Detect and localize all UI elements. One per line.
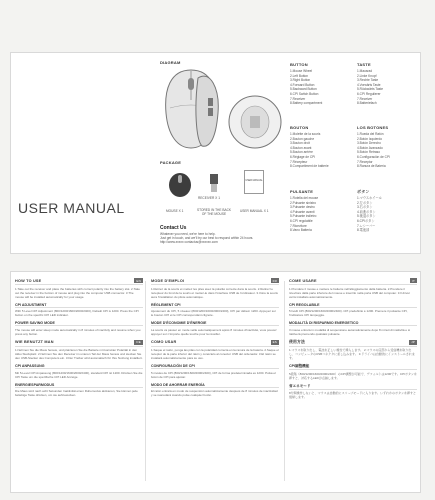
- lang-badge: ES: [272, 340, 277, 344]
- mouse-bottom-diagram: [226, 94, 284, 150]
- list-item: 8.Vano Batteria: [290, 228, 312, 233]
- mouse-package-image: [166, 170, 194, 198]
- list-item: 1.Mausrad: [357, 69, 373, 73]
- contact-line-1: Whatever you need, we're here to help.: [160, 232, 216, 236]
- section-body: 5段階（800/1200/1600/2000/2400）のCPI調整が可能で、デフォルトは1200です。CPIボタンを押すと、対応するLEDが点滅します。: [289, 371, 417, 380]
- section-title: HOW TO USE: [15, 278, 42, 283]
- section-title: COME USARE: [289, 278, 317, 283]
- list-item: 8.Batteriefach: [357, 101, 377, 106]
- list-item: 3.Right Button: [290, 78, 311, 83]
- list-item: 2.Bouton gauche: [290, 136, 315, 141]
- section-body: The mouse will enter sleep mode automatically in 8 minutes of inactivity and resume when you press any button.: [15, 327, 141, 336]
- pulsante-list: [290, 196, 318, 233]
- section-body: 1.Prendere il mouse e mettere le batterie nell'alloggiamento della batteria. 2.Prendere il ricevitore dalla parte inferiore del mouse e inserirlo nella porta USB del computer. 3.Il driver verrà installato automaticamente.: [289, 286, 411, 299]
- list-item: 1.Rueda del Ratón: [357, 132, 384, 136]
- list-item: 3.Botón Derecho: [357, 141, 381, 146]
- section-body: El ratón entrará en modo de suspensión automáticamente después de 8 minutos de inactividad y se reanudará cuando pulse cualquier botón.: [151, 389, 278, 397]
- list-item: 8.Compartiment de batterie: [290, 164, 329, 169]
- list-item: 2.Botón Izquierdo: [357, 136, 382, 141]
- section-heading: [289, 278, 417, 285]
- section-heading: [15, 340, 143, 347]
- list-item: 1.Rotella del mouse: [290, 196, 319, 200]
- list-item: 5.Bouton arrière: [290, 150, 313, 155]
- list-item: 4.Forward Button: [290, 82, 315, 87]
- section-body: Ajustement du CPI, 5 niveaux (800/1200/1600/2000/2400), CPI par défaut: 1200. Appuyez sur le bouton CPI et le CPI correspondant clignote.: [151, 309, 276, 317]
- bouton-list: [290, 132, 329, 169]
- list-item: 7.Récepteur: [290, 159, 308, 164]
- package-item-mouse: MOUSE X 1: [166, 209, 184, 213]
- list-item: 8.電池部: [357, 228, 370, 233]
- list-item: 3.Rechte Taste: [357, 78, 379, 83]
- column-divider: [145, 281, 146, 481]
- list-item: 4.前進ボタン: [357, 209, 376, 214]
- list-item: 8.Battery compartment: [290, 101, 323, 106]
- section-body: Mit 5-Level CPI Anpassung (800/1200/1600/2000/2400), standard CPI ist 1200. Drücken Sie die CPI Taste um die spezifische CPI LED Anzeige.: [15, 370, 143, 379]
- list-item: 4.Vorwärts Taste: [357, 82, 381, 87]
- pulsante-title: PULSANTE: [290, 189, 314, 194]
- column-divider: [284, 281, 285, 481]
- contact-title: Contact Us: [160, 225, 187, 231]
- lang-badge: FR: [272, 278, 277, 283]
- subsection-title: CPI REGOLABILE: [289, 303, 417, 308]
- contact-line-3: http://www.xxxxx contactus@xxxxxx.com: [160, 240, 218, 245]
- subsection-title: RÉGLEMENT CPI: [151, 303, 279, 308]
- section-body: With 5 Level CPI Adjustment (800/1200/1600/2000/2400), Default CPI is 1200. Press the CPI button on the specific CPI LED indicator.: [15, 309, 139, 317]
- bouton-title: BOUTON: [290, 125, 309, 130]
- list-item: 5.Pulsante indietro: [290, 214, 317, 219]
- section-body: 5 livelli CPI (800/1200/1600/2000/2400). CPI predefinito è 1200. Premere il pulsante CPI, l'indicatore CPI lampeggia.: [289, 309, 408, 317]
- subsection-title: POWER SAVING MODE: [15, 321, 143, 326]
- taste-list: [357, 69, 383, 106]
- list-item: 7.Ricevitore: [290, 223, 307, 228]
- diagram-label: DIAGRAM: [160, 60, 181, 65]
- package-label: PACKAGE: [160, 160, 182, 165]
- section-heading: [151, 278, 279, 285]
- list-item: 4.Bouton avant: [290, 145, 312, 150]
- list-item: 2.Left Button: [290, 73, 309, 78]
- subsection-title: CPI ADJUSTMENT: [15, 303, 143, 308]
- lang-badge: EN: [136, 278, 141, 283]
- subsection-title: CPI調整機能: [289, 364, 417, 370]
- subsection-title: ENERGIESPARMODUS: [15, 383, 143, 388]
- list-item: 7.Receptor: [357, 159, 373, 164]
- list-item: 3.Pulsante destro: [290, 205, 315, 210]
- section-title: COMO USAR: [151, 340, 177, 344]
- botan-title: ボタン: [357, 189, 370, 194]
- user-manual-doc-image: [244, 170, 264, 194]
- manual-title: USER MANUAL: [18, 200, 125, 216]
- botones-list: [357, 132, 390, 169]
- list-item: 3.Bouton droit: [290, 141, 310, 146]
- list-item: 2.Linke Knopf: [357, 73, 377, 78]
- section-body: 1.Take out the receiver and place the batteries with correct polarity into the battery slot. 2.Take out the receiver in the bottom of mouse and plug into the computer USB connector. 3.The mouse will be installed automatically for your usage.: [15, 286, 140, 299]
- section-title: WIE BENUTZT MAN: [15, 340, 54, 344]
- subsection-title: 省エネモード: [289, 384, 417, 390]
- subsection-title: CPI ANPASSUNG: [15, 364, 143, 369]
- lang-badge: DE: [136, 340, 141, 344]
- contact-line-2: Just get in touch, and we'll try our best to respond within 24 hours.: [160, 236, 254, 241]
- list-item: 5.Rückwärts Taste: [357, 87, 383, 92]
- list-item: 7.Receiver: [357, 96, 373, 101]
- list-item: 1.マウスホイール: [357, 196, 382, 200]
- subsection-title: MODO DE AHORRAR ENERGÍA: [151, 383, 279, 388]
- list-item: 3.右ボタン: [357, 205, 373, 210]
- subsection-title: MODE D'ÉCONOMIE D'ÉNERGIE: [151, 321, 279, 326]
- section-body: 5 niveles de CPI (800/1200/1600/2000/2400), CPI de forma predeterminada es 1200. Pulsa el botón de CPI para ajustar.: [151, 370, 276, 379]
- list-item: 2.Pulsante sinistro: [290, 200, 317, 205]
- package-item-receiver: RECEIVER X 1: [198, 196, 220, 200]
- section-title: MODE D'EMPLOI: [151, 278, 185, 283]
- section-body: 1.Saque el ratón, ponga las pilas con la polaridad correcta en la ranura de la batería. 2.Saque el receptor de la parte inferior del ratón y conéctelo al conector USB del ordenador. 3.El ratón se instalará automáticamente para su uso.: [151, 348, 279, 360]
- lang-badge: JP: [411, 340, 415, 344]
- contact-block: [160, 232, 253, 245]
- section-body: 1.Nehmen Sie die Maus heraus, und platzieren Sie die Batterie mit korrekter Polarität in den Akku Steckplatz. 2.Nehmen Sie den Receiver im unteren Teil der Maus heraus und stecken Sie den USB-Stecker des Computers ein. 3.Der Treiber wird automatisch für Ihre Nutzung installiert.: [15, 348, 143, 360]
- receiver-image: [208, 172, 220, 194]
- section-body: 8分間操作しないと、マウスは自動的にスリープモードに入ります。いずれかのボタンを押すと復帰します。: [289, 391, 416, 399]
- list-item: 8.Ranura de Batería: [357, 164, 386, 169]
- package-item-manual: USER MANUAL X 1: [240, 209, 269, 213]
- list-item: 1.Molette de la souris: [290, 132, 321, 136]
- botones-title: LOS BOTONES: [357, 125, 389, 130]
- doc-label: USER MANUAL: [245, 179, 263, 182]
- list-item: 5.Backward Button: [290, 87, 317, 92]
- instructions-column-en-de: [15, 278, 143, 401]
- subsection-title: CONFIGURACIÓN DE CPI: [151, 364, 279, 369]
- section-heading: [289, 340, 417, 347]
- list-item: 4.Pulsante avanti: [290, 209, 315, 214]
- section-body: 1.マウスを取り出し、電池を正しい極性で挿入します。 2.マウスの底部から受信機を取り出し、コンピュータのUSBコネクタに差し込みます。 3.ドライバは自動的にインストールされます。: [289, 348, 415, 360]
- botan-list: [357, 196, 382, 233]
- section-body: Il mouse entrerà in modalità di sospensione automaticamente dopo 8 minuti di inattività e si riattiverà premendo qualsiasi pulsante.: [289, 327, 411, 336]
- section-heading: [15, 278, 143, 285]
- instructions-column-it-jp: [289, 278, 417, 403]
- button-title: BUTTON: [290, 62, 308, 67]
- section-body: La souris va passer en mode veille automatiquement après 8 minutes d'inactivité, vous pouvez appuyer sur n'importe quelle touche pour la réveiller.: [151, 327, 277, 336]
- list-item: 6.CPI Regulierer: [357, 91, 381, 96]
- list-item: 2.左ボタン: [357, 200, 373, 205]
- button-list: [290, 69, 322, 106]
- list-item: 5.Botón Retraso: [357, 150, 381, 155]
- instructions-column-fr-es: [151, 278, 279, 401]
- list-item: 7.Receiver: [290, 96, 306, 101]
- list-item: 6.Réglage de CPI: [290, 154, 316, 159]
- list-item: 6.CPIボタン: [357, 218, 375, 223]
- section-title: 使用方法: [289, 339, 305, 344]
- list-item: 7.レシーバー: [357, 223, 376, 228]
- package-item-receiver-note: STORED IN THE BACK OF THE MOUSE: [196, 208, 232, 216]
- lang-badge: IT: [411, 278, 415, 283]
- section-heading: [151, 340, 279, 347]
- list-item: 6.CPI Switch Button: [290, 91, 319, 96]
- list-item: 1.Mouse Wheel: [290, 69, 313, 73]
- section-body: Die Maus wird nach acht Sekunden Inaktivität einen Ruhemodus aktivieren, Sie können jede beliebige Taste drücken, um sie aufzuwecken.: [15, 389, 138, 397]
- section-body: 1.Retirez de la souris et mettez les piles avec la polarité correcte dans la souris. 2.Retirez le récepteur du fond de la souris et mettez-le dans l'interface USB de l'ordinateur. 3.Votre la souris aura l'installation du pilote automatique.: [151, 286, 278, 299]
- mouse-side-diagram: [192, 68, 224, 150]
- list-item: 5.後退ボタン: [357, 214, 376, 219]
- list-item: 6.Configuración de CPI: [357, 154, 390, 159]
- taste-title: TASTE: [357, 62, 371, 67]
- list-item: 6.CPI regolabile: [290, 218, 313, 223]
- list-item: 4.Botón Avanzado: [357, 145, 383, 150]
- subsection-title: MODALITÀ DI RISPARMIO ENERGETICO: [289, 321, 417, 326]
